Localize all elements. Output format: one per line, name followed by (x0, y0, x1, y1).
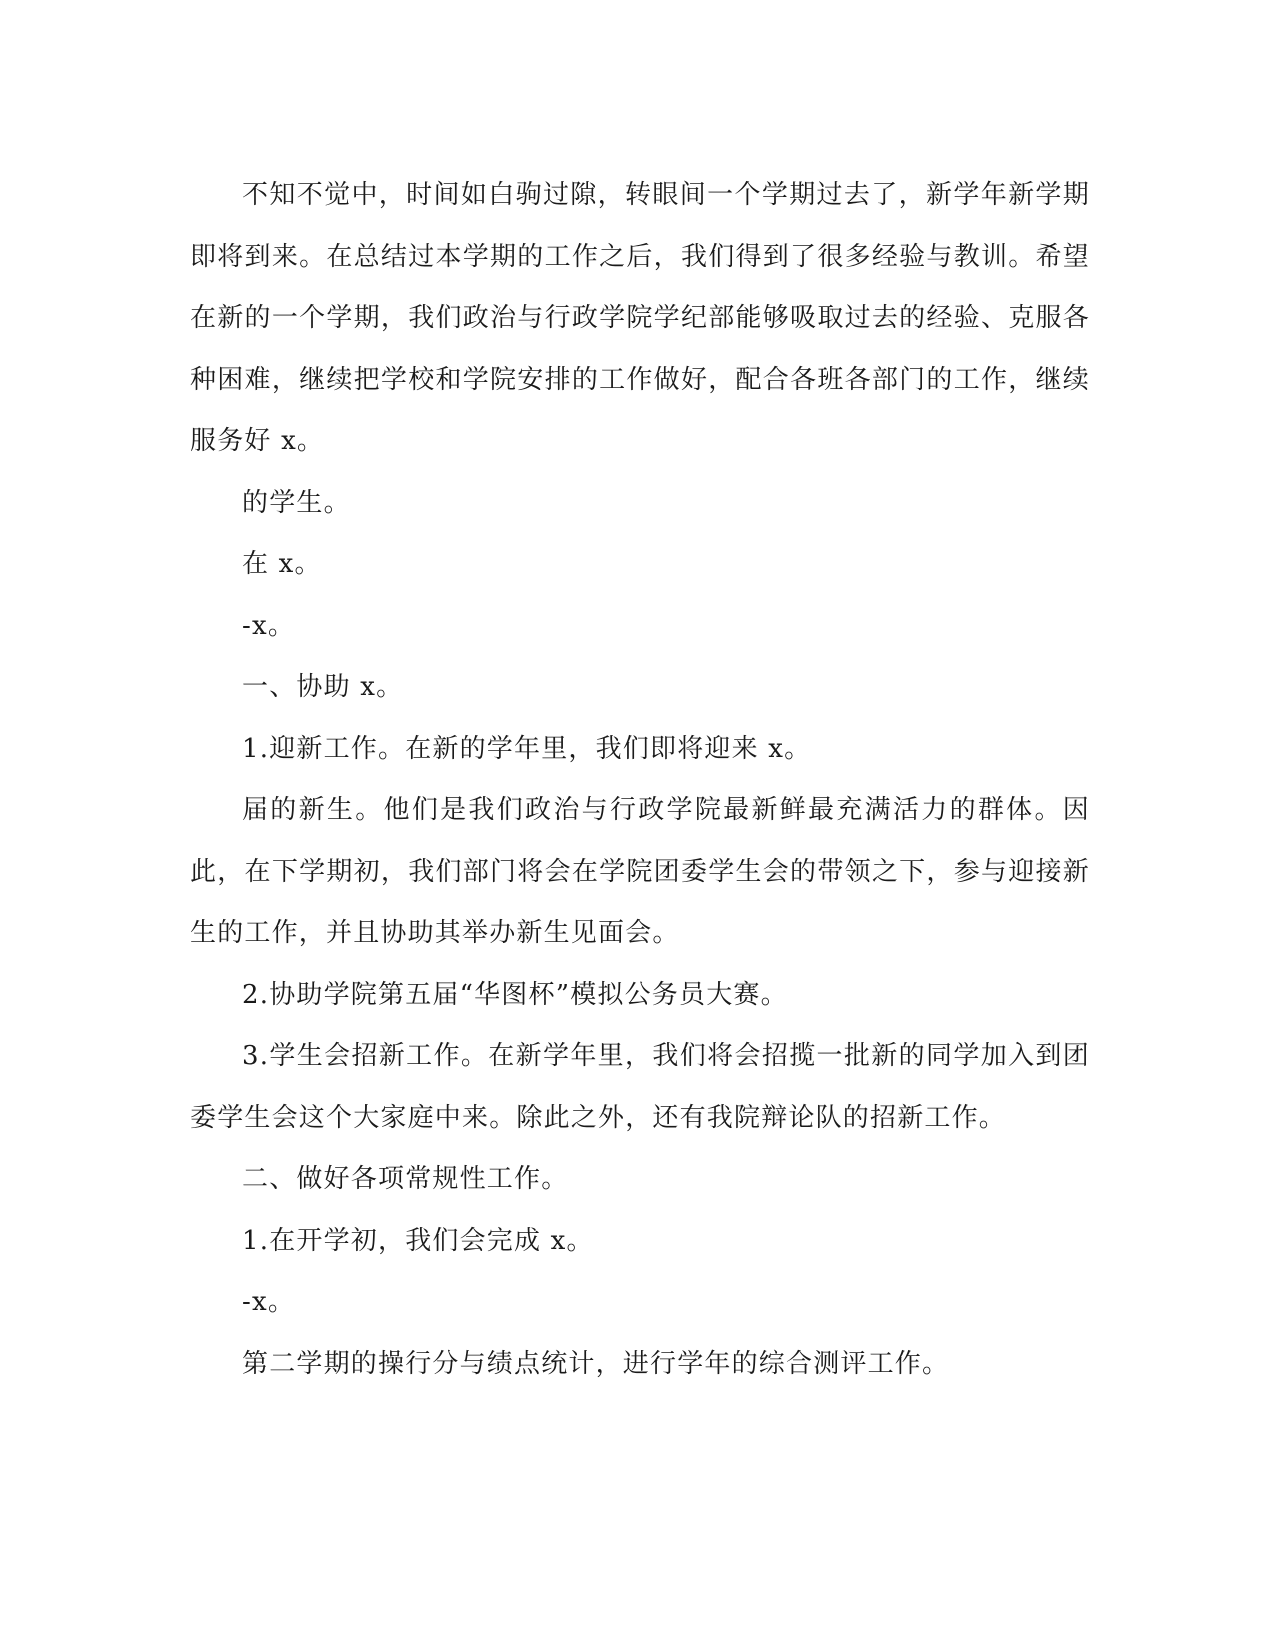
paragraph-students: 的学生。 (242, 487, 351, 518)
paragraph-intro: 不知不觉中，时间如白驹过隙，转眼间一个学期过去了，新学年新学期即将到来。在总结过本学期的工作之后，我们得到了很多经验与教训。希望在新的一个学期，我们政治与行政学院学纪部能够吸取过去的经验、克服各种困难，继续把学校和学院安排的工作做好，配合各班各部门的工作，继续服务好 x。 (190, 180, 1090, 456)
paragraph-semester-start: 1.在开学初，我们会完成 x。 (242, 1225, 594, 1256)
paragraph-evaluation: 第二学期的操行分与绩点统计，进行学年的综合测评工作。 (242, 1348, 950, 1379)
paragraph-recruitment: 3.学生会招新工作。在新学年里，我们将会招揽一批新的同学加入到团委学生会这个大家庭中来。除此之外，还有我院辩论队的招新工作。 (190, 1041, 1090, 1133)
document-body (190, 165, 1090, 1395)
paragraph-dash-x-1: -x。 (242, 610, 296, 641)
section-heading-assist: 一、协助 x。 (242, 672, 404, 702)
paragraph-civil-servant-contest: 2.协助学院第五届“华图杯”模拟公务员大赛。 (242, 979, 788, 1010)
section-heading-routine: 二、做好各项常规性工作。 (242, 1164, 569, 1194)
paragraph-at: 在 x。 (242, 549, 322, 579)
paragraph-welcome-work: 1.迎新工作。在新的学年里，我们即将迎来 x。 (242, 733, 812, 764)
paragraph-new-students: 届的新生。他们是我们政治与行政学院最新鲜最充满活力的群体。因此，在下学期初，我们部门将会在学院团委学生会的带领之下，参与迎接新生的工作，并且协助其举办新生见面会。 (190, 795, 1090, 948)
paragraph-dash-x-2: -x。 (242, 1287, 296, 1317)
